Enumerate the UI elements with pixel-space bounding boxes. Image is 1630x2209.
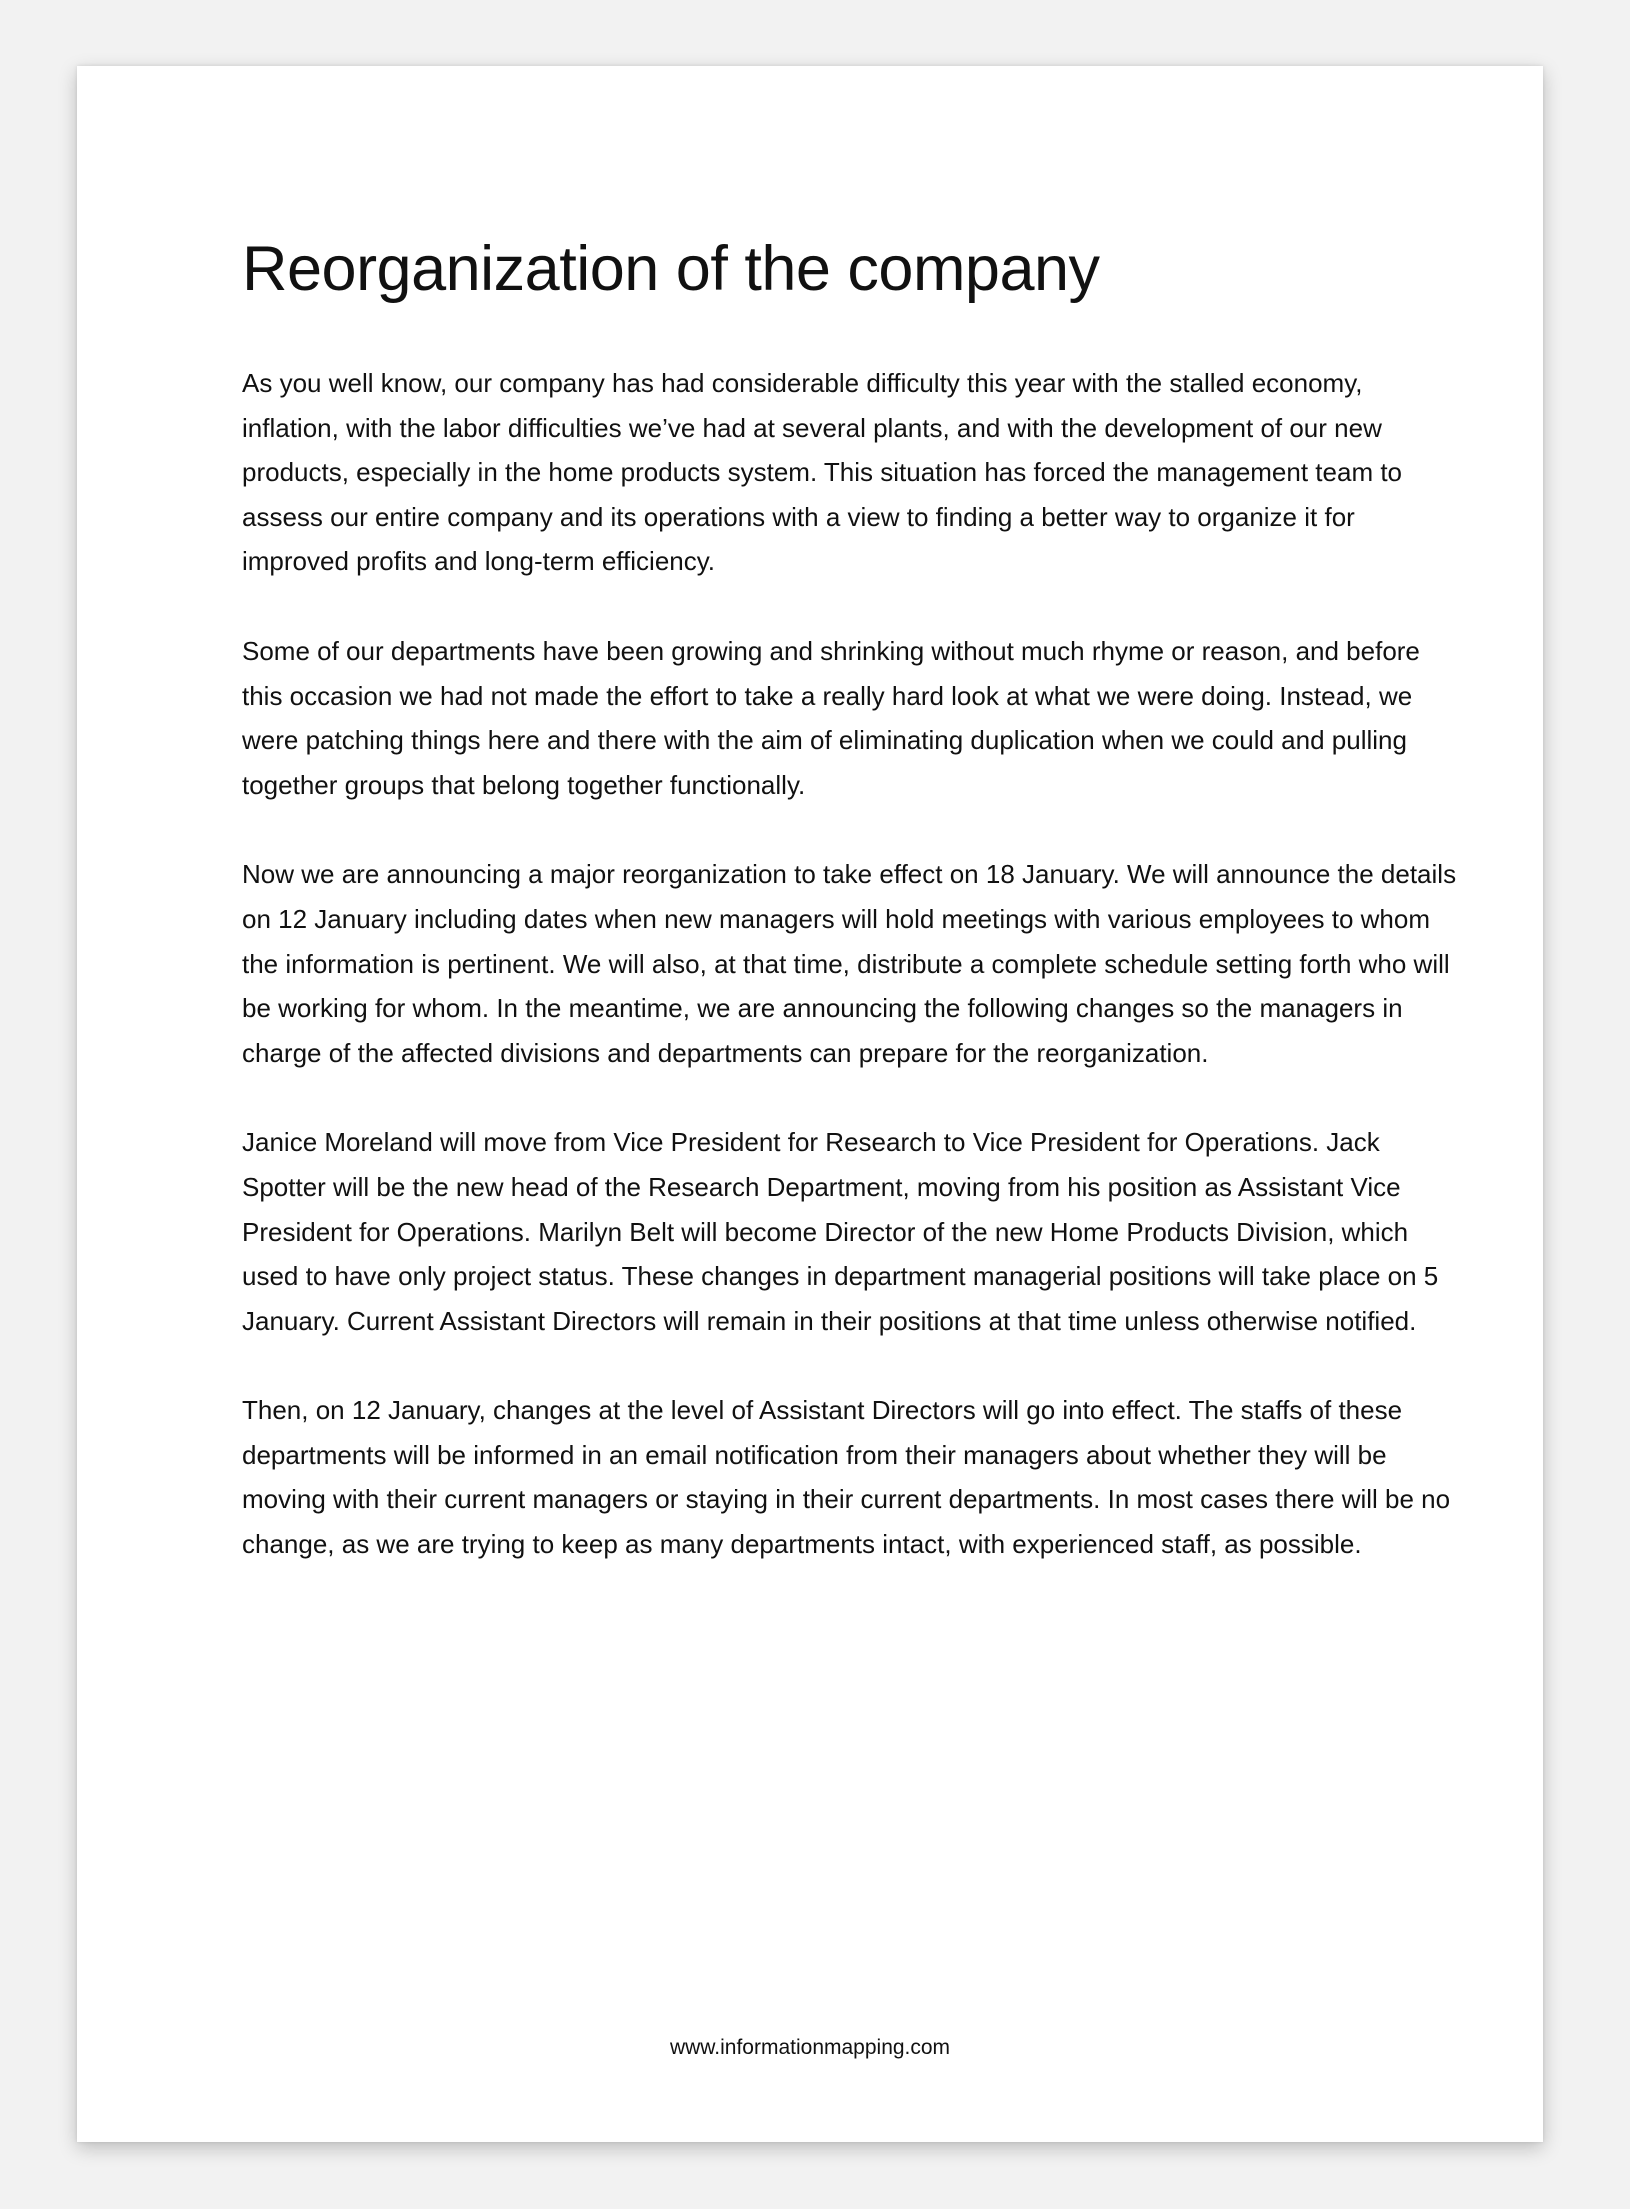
paragraph-2: Some of our departments have been growing and shrinking without much rhyme or reason, and before this occasion we had not made the effort to take a really hard look at what we were doing. Instead, we were patching things here and there with the aim of eliminating duplication when we could and pulling together groups that belong together functionally. <box>242 635 1420 800</box>
paragraph-4: Janice Moreland will move from Vice President for Research to Vice President for Operations. Jack Spotter will be the new head of the Research Department, moving from his position as Assistant Vice President for Operations. Marilyn Belt will become Director of the new Home Products Division, which used to have only project status. These changes in department managerial positions will take place on 5 January. Current Assistant Directors will remain in their positions at that time unless otherwise notified. <box>242 1127 1439 1336</box>
footer-url: www.informationmapping.com <box>669 2036 951 2059</box>
paragraph-1: As you well know, our company has had considerable difficulty this year with the stalled economy, inflation, with the labor difficulties we’ve had at several plants, and with the development of our new products, especially in the home products system. This situation has forced the management team to assess our entire company and its operations with a view to finding a better way to organize it for improved profits and long-term efficiency. <box>242 368 1403 577</box>
document-body <box>242 229 1462 1612</box>
page-title: Reorganization of the company <box>242 234 1100 304</box>
paragraph-5: Then, on 12 January, changes at the level of Assistant Directors will go into effect. The staffs of these departments will be informed in an email notification from their managers about whether they will be moving with their current managers or staying in their current departments. In most cases there will be no change, as we are trying to keep as many departments intact, with experienced staff, as possible. <box>242 1395 1451 1560</box>
paragraph-3: Now we are announcing a major reorganization to take effect on 18 January. We will announce the details on 12 January including dates when new managers will hold meetings with various employees to whom the information is pertinent. We will also, at that time, distribute a complete schedule setting forth who will be working for whom. In the meantime, we are announcing the following changes so the managers in charge of the affected divisions and departments can prepare for the reorganization. <box>242 859 1457 1068</box>
document-page <box>77 66 1543 2142</box>
